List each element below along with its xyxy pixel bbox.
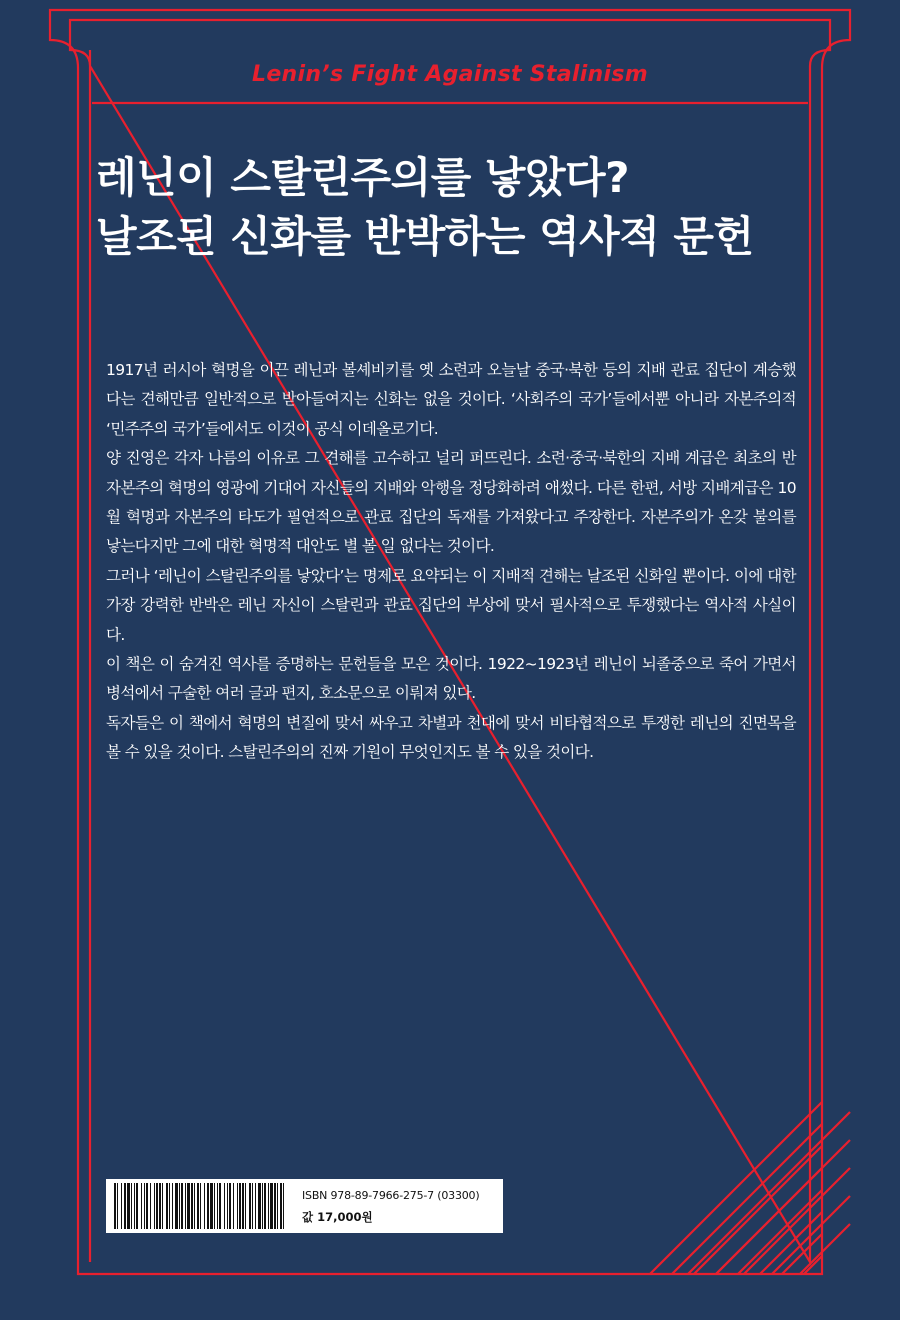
barcode-bar: [175, 1183, 178, 1229]
barcode-bar: [283, 1183, 284, 1229]
barcode-bar: [187, 1183, 190, 1229]
body-paragraph: 독자들은 이 책에서 혁명의 변질에 맞서 싸우고 차별과 천대에 맞서 비타협적으로 투쟁한 레닌의 진면목을 볼 수 있을 것이다. 스탈린주의의 진짜 기원이 무엇인지도 볼 수 있을 것이다.: [106, 713, 796, 762]
barcode-bar: [227, 1183, 228, 1229]
price-text: 값 17,000원: [302, 1210, 373, 1224]
barcode-bar: [264, 1183, 266, 1229]
barcode-bar: [224, 1183, 225, 1229]
headline: [96, 148, 856, 266]
barcode-bar: [172, 1183, 173, 1229]
barcode-bar: [169, 1183, 170, 1229]
barcode-bar: [121, 1183, 122, 1229]
body-paragraph: 양 진영은 각자 나름의 이유로 그 견해를 고수하고 널리 퍼뜨린다. 소련·중국·북한의 지배 계급은 최초의 반자본주의 혁명의 영광에 기대어 자신들의 지배와 악행을 정당화하려 애썼다. 다른 한편, 서방 지배계급은 10월 혁명과 자본주의 타도가 필연적으로 관료 집단의 독재를 가져왔다고 주장한다. 자본주의가 온갖 불의를 낳는다지만 그에 대한 혁명적 대안도 별 볼 일 없다는 것이다.: [106, 449, 796, 556]
barcode-bar: [117, 1183, 118, 1229]
barcode-bar: [159, 1183, 161, 1229]
barcode-bar: [197, 1183, 199, 1229]
barcode-bar: [219, 1183, 221, 1229]
barcode-bar: [124, 1183, 126, 1229]
barcode-bar: [258, 1183, 261, 1229]
barcode-bar: [141, 1183, 142, 1229]
barcode-bar: [191, 1183, 193, 1229]
barcode-bar: [268, 1183, 269, 1229]
barcode-icon: [112, 1183, 290, 1229]
barcode-box: [106, 1179, 503, 1233]
barcode-bar: [239, 1183, 241, 1229]
barcode-bar: [262, 1183, 263, 1229]
barcode-bar: [210, 1183, 213, 1229]
barcode-bar: [131, 1183, 132, 1229]
barcode-bar: [200, 1183, 201, 1229]
barcode-bar: [181, 1183, 183, 1229]
barcode-bar: [134, 1183, 135, 1229]
body-paragraph: 1917년 러시아 혁명을 이끈 레닌과 볼셰비키를 옛 소련과 오늘날 중국·북한 등의 지배 관료 집단이 계승했다는 견해만큼 일반적으로 받아들여지는 신화는 없을 것이다. ‘사회주의 국가’들에서뿐 아니라 자본주의적 ‘민주주의 국가’들에서도 이것이 공식 이데올로기다.: [106, 361, 796, 438]
barcode-bar: [156, 1183, 158, 1229]
barcode-bar: [114, 1183, 116, 1229]
barcode-bar: [249, 1183, 251, 1229]
barcode-bar: [204, 1183, 205, 1229]
headline-line-2: 날조된 신화를 반박하는 역사적 문헌: [96, 212, 754, 261]
headline-line-1: 레닌이 스탈린주의를 낳았다?: [96, 153, 629, 202]
barcode-bar: [237, 1183, 238, 1229]
barcode-bar: [185, 1183, 186, 1229]
barcode-bar: [245, 1183, 246, 1229]
barcode-bar: [274, 1183, 276, 1229]
barcode-bar: [214, 1183, 215, 1229]
barcode-bar: [229, 1183, 231, 1229]
barcode-bar: [166, 1183, 168, 1229]
barcode-bar: [207, 1183, 209, 1229]
barcode-bar: [150, 1183, 151, 1229]
barcode-bar: [277, 1183, 278, 1229]
barcode-bar: [144, 1183, 145, 1229]
body-paragraph: 그러나 ‘레닌이 스탈린주의를 낳았다’는 명제로 요약되는 이 지배적 견해는 날조된 신화일 뿐이다. 이에 대한 가장 강력한 반박은 레닌 자신이 스탈린과 관료 집단의 부상에 맞서 필사적으로 투쟁했다는 역사적 사실이다.: [106, 566, 796, 644]
barcode-bar: [162, 1183, 163, 1229]
barcode-bar: [242, 1183, 244, 1229]
series-title: Lenin’s Fight Against Stalinism: [252, 62, 648, 87]
barcode-bar: [127, 1183, 130, 1229]
barcode-bar: [280, 1183, 282, 1229]
barcode-bar: [136, 1183, 138, 1229]
barcode-bar: [252, 1183, 253, 1229]
isbn-text: ISBN 978-89-7966-275-7 (03300): [302, 1189, 480, 1202]
barcode-bar: [154, 1183, 155, 1229]
barcode-bar: [233, 1183, 234, 1229]
body-paragraph: 이 책은 이 숨겨진 역사를 증명하는 문헌들을 모은 것이다. 1922~1923년 레닌이 뇌졸중으로 죽어 가면서 병석에서 구술한 여러 글과 편지, 호소문으로 이뤄져 있다.: [106, 655, 796, 703]
barcode-bar: [194, 1183, 195, 1229]
barcode-bar: [217, 1183, 218, 1229]
barcode-bar: [255, 1183, 256, 1229]
barcode-bar: [146, 1183, 148, 1229]
barcode-bar: [179, 1183, 180, 1229]
barcode-bar: [270, 1183, 273, 1229]
body-text: [106, 356, 796, 768]
